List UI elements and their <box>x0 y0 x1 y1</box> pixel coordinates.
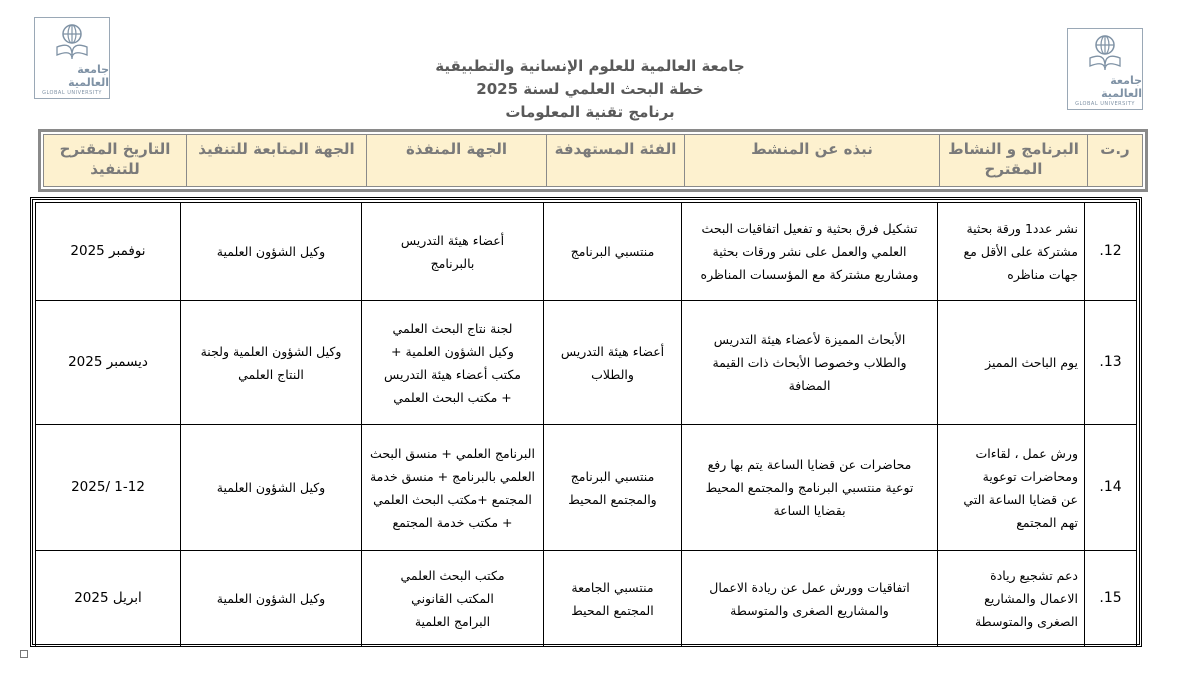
cell-about-line: تشكيل فرق بحثية و تفعيل اتفاقيات البحث <box>701 221 918 236</box>
header-target: الفئة المستهدفة <box>547 135 685 187</box>
cell-executor-line: البرنامج العلمي + منسق البحث <box>370 445 535 461</box>
cell-about-line: والمشاريع الصغرى والمتوسطة <box>730 602 889 618</box>
cell-executor-line: وكيل الشؤون العلمية + <box>391 343 514 359</box>
cell-about <box>682 203 938 301</box>
table-row <box>36 425 1137 551</box>
cell-executor-line: لجنة نتاج البحث العلمي <box>392 320 513 336</box>
cell-about <box>682 551 938 647</box>
cell-supervisor <box>181 425 362 551</box>
cell-target-line: والمجتمع المحيط <box>568 491 657 507</box>
cell-about-line: الأبحاث المميزة لأعضاء هيئة التدريس <box>713 332 906 347</box>
cell-supervisor <box>181 203 362 301</box>
cell-date: ابريل 2025 <box>36 551 181 647</box>
cell-program <box>938 551 1085 647</box>
cell-program-line: ورش عمل ، لقاءات <box>975 445 1078 461</box>
cell-program-line: مشتركة على الأقل مع <box>963 244 1078 259</box>
cell-num: 15. <box>1085 551 1137 647</box>
cell-about-line: العلمي والعمل على نشر ورقات بحثية <box>712 244 907 259</box>
column-header-table <box>43 134 1143 187</box>
cell-executor-line: البرامج العلمية <box>414 614 491 629</box>
cell-executor-line: + مكتب البحث العلمي <box>393 389 512 405</box>
university-name: جامعة العالمية للعلوم الإنسانية والتطبيقية <box>435 57 745 75</box>
cell-supervisor-line: النتاج العلمي <box>238 366 304 382</box>
cell-num: 12. <box>1085 203 1137 301</box>
program-name: برنامج تقنية المعلومات <box>505 103 675 121</box>
cell-about-line: بقضايا الساعة <box>773 503 846 518</box>
plan-table <box>35 202 1137 647</box>
cell-executor-line: بالبرنامج <box>430 255 475 271</box>
cell-about <box>682 301 938 425</box>
cell-supervisor <box>181 301 362 425</box>
cell-program <box>938 301 1085 425</box>
cell-program-line: تهم المجتمع <box>1016 514 1078 530</box>
cell-supervisor-line: وكيل الشؤون العلمية <box>216 480 326 495</box>
header-supervisor: الجهة المتابعة للتنفيذ <box>187 135 367 187</box>
document-header <box>300 55 880 124</box>
cell-program <box>938 425 1085 551</box>
table-row <box>36 301 1137 425</box>
header-executor: الجهة المنفذة <box>367 135 547 187</box>
cell-executor <box>362 425 544 551</box>
cell-executor-line: مكتب البحث العلمي <box>400 568 505 583</box>
cell-supervisor-line: وكيل الشؤون العلمية <box>216 244 326 259</box>
globe-book-icon <box>1085 32 1125 72</box>
page-corner-marker <box>20 650 28 658</box>
cell-date: 1-12 /2025 <box>36 425 181 551</box>
cell-about-line: والطلاب وخصوصا الأبحاث ذات القيمة <box>712 355 907 370</box>
cell-executor <box>362 203 544 301</box>
cell-program-line: دعم تشجيع ريادة <box>990 568 1078 583</box>
university-logo-right <box>1067 28 1143 110</box>
logo-english-text: GLOBAL UNIVERSITY <box>42 89 102 96</box>
cell-target <box>544 551 682 647</box>
cell-executor-line: العلمي بالبرنامج + منسق خدمة <box>369 468 535 484</box>
cell-executor-line: مكتب أعضاء هيئة التدريس <box>384 366 521 382</box>
cell-executor <box>362 551 544 647</box>
cell-about-line: ومشاريع مشتركة مع المؤسسات المناظره <box>700 267 919 282</box>
university-logo-left <box>34 17 110 99</box>
cell-program-line: جهات مناظره <box>1007 267 1078 282</box>
cell-supervisor-line: وكيل الشؤون العلمية ولجنة <box>200 343 342 359</box>
cell-target-line: المجتمع المحيط <box>571 602 654 618</box>
cell-target-line: منتسبي البرنامج <box>570 468 655 484</box>
cell-executor-line: أعضاء هيئة التدريس <box>400 232 505 248</box>
cell-target <box>544 425 682 551</box>
cell-program-line: نشر عدد1 ورقة بحثية <box>966 221 1078 236</box>
logo-arabic-text: جامعة العالمية <box>1101 73 1142 100</box>
cell-target-line: منتسبي البرنامج <box>570 244 655 259</box>
cell-supervisor-line: وكيل الشؤون العلمية <box>216 591 326 606</box>
cell-about <box>682 425 938 551</box>
cell-about-line: المضافة <box>788 378 831 393</box>
cell-about-line: اتفاقيات وورش عمل عن ريادة الاعمال <box>709 579 910 595</box>
cell-program <box>938 203 1085 301</box>
cell-executor-line: + مكتب خدمة المجتمع <box>392 514 513 530</box>
logo-english-text: GLOBAL UNIVERSITY <box>1075 100 1135 107</box>
cell-about-line: توعية منتسبي البرنامج والمجتمع المحيط <box>705 480 914 495</box>
cell-date: ديسمبر 2025 <box>36 301 181 425</box>
header-about: نبذه عن المنشط <box>685 135 940 187</box>
plan-title: خطة البحث العلمي لسنة 2025 <box>476 80 704 98</box>
cell-num: 14. <box>1085 425 1137 551</box>
cell-target <box>544 203 682 301</box>
cell-program-line: ومحاضرات توعوية <box>982 468 1078 484</box>
header-row <box>44 135 1143 187</box>
column-header-frame <box>38 129 1148 192</box>
cell-executor-line: المجتمع +مكتب البحث العلمي <box>373 491 532 507</box>
header-num: ر.ت <box>1088 135 1143 187</box>
cell-program-line: الاعمال والمشاريع <box>984 591 1078 606</box>
cell-num: 13. <box>1085 301 1137 425</box>
cell-target <box>544 301 682 425</box>
plan-table-frame <box>30 197 1142 647</box>
table-row <box>36 551 1137 647</box>
cell-executor <box>362 301 544 425</box>
cell-date: نوفمبر 2025 <box>36 203 181 301</box>
cell-program-line: عن قضايا الساعة التي <box>963 491 1078 507</box>
table-row <box>36 203 1137 301</box>
cell-supervisor <box>181 551 362 647</box>
header-date: التاريخ المقترح للتنفيذ <box>44 135 187 187</box>
cell-target-line: والطلاب <box>591 366 634 382</box>
cell-target-line: منتسبي الجامعة <box>571 579 654 595</box>
cell-target-line: أعضاء هيئة التدريس <box>560 343 665 359</box>
cell-program-line: يوم الباحث المميز <box>985 355 1078 370</box>
header-program: البرنامج و النشاط المقترح <box>940 135 1088 187</box>
cell-executor-line: المكتب القانوني <box>411 591 494 606</box>
globe-book-icon <box>52 21 92 61</box>
logo-arabic-text: جامعة العالمية <box>68 62 109 89</box>
cell-program-line: الصغرى والمتوسطة <box>974 614 1078 629</box>
cell-about-line: محاضرات عن قضايا الساعة يتم بها رفع <box>707 457 912 472</box>
